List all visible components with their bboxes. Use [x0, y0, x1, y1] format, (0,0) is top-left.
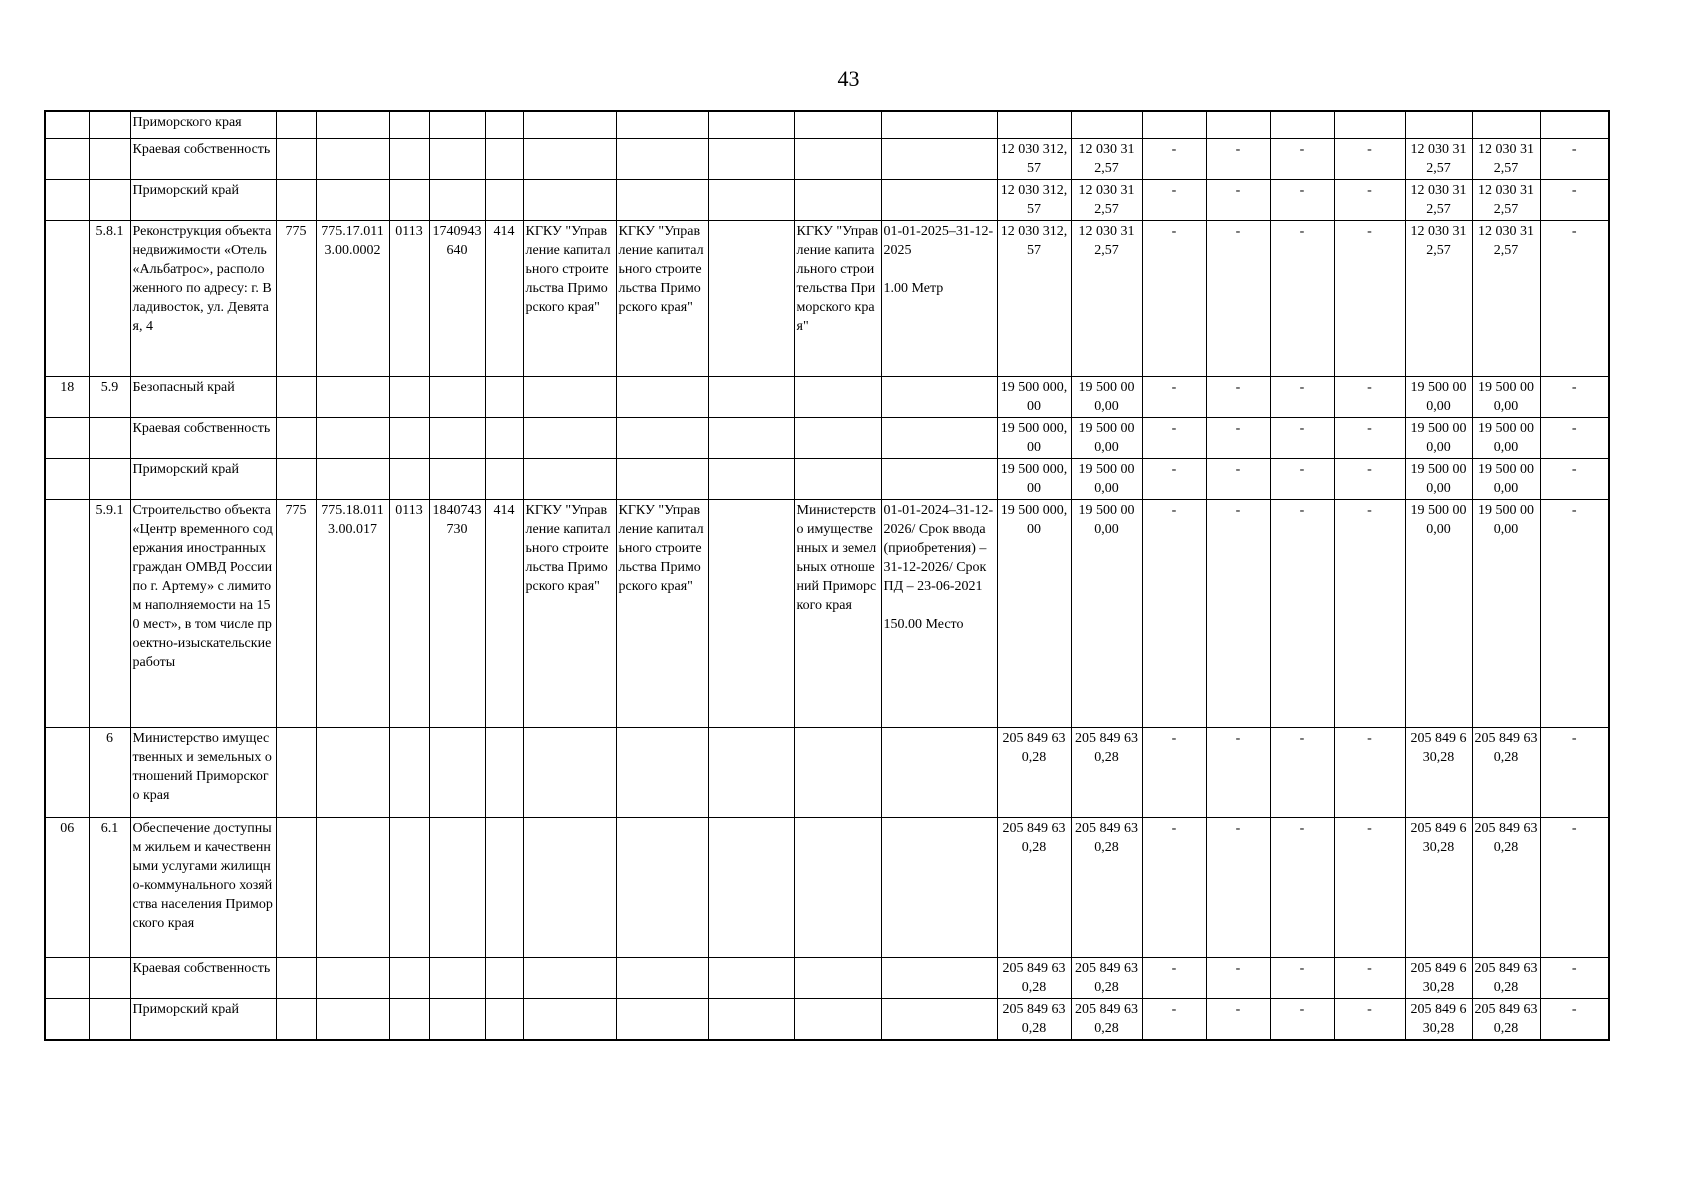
cell-otv — [794, 817, 881, 957]
cell-s6: - — [1334, 957, 1405, 998]
cell-s6: - — [1334, 138, 1405, 179]
cell-vr: 414 — [485, 499, 523, 727]
cell-s7 — [1405, 111, 1472, 138]
cell-grbs — [276, 417, 316, 458]
cell-num — [45, 957, 89, 998]
cell-num — [45, 179, 89, 220]
cell-s7: 12 030 312,57 — [1405, 179, 1472, 220]
cell-s2: 205 849 630,28 — [1071, 957, 1142, 998]
cell-grbs — [276, 957, 316, 998]
cell-s7: 205 849 630,28 — [1405, 998, 1472, 1040]
cell-s4: - — [1206, 417, 1270, 458]
cell-grbs — [276, 111, 316, 138]
cell-num: 06 — [45, 817, 89, 957]
cell-kcsr — [316, 817, 389, 957]
cell-s2: 19 500 000,00 — [1071, 458, 1142, 499]
cell-name: Министерство имущественных и земельных отношений Приморского края — [130, 727, 276, 817]
cell-s7: 12 030 312,57 — [1405, 220, 1472, 376]
cell-cs — [429, 138, 485, 179]
cell-s4 — [1206, 111, 1270, 138]
cell-zak — [523, 957, 616, 998]
cell-s7: 205 849 630,28 — [1405, 727, 1472, 817]
cell-zak — [523, 179, 616, 220]
cell-s4: - — [1206, 220, 1270, 376]
table-row — [45, 957, 1609, 998]
cell-s2: 205 849 630,28 — [1071, 998, 1142, 1040]
cell-cs — [429, 817, 485, 957]
cell-s3: - — [1142, 727, 1206, 817]
cell-s9: - — [1540, 727, 1609, 817]
cell-s5: - — [1270, 179, 1334, 220]
cell-s1: 205 849 630,28 — [997, 957, 1071, 998]
cell-cs — [429, 998, 485, 1040]
cell-num — [45, 499, 89, 727]
cell-s4: - — [1206, 458, 1270, 499]
cell-rz — [389, 376, 429, 417]
cell-zak: КГКУ "Управление капитального строительства Приморского края" — [523, 499, 616, 727]
cell-otv — [794, 179, 881, 220]
cell-s8: 12 030 312,57 — [1472, 138, 1540, 179]
cell-name: Приморский край — [130, 179, 276, 220]
cell-s7: 205 849 630,28 — [1405, 957, 1472, 998]
cell-name: Безопасный край — [130, 376, 276, 417]
cell-vr — [485, 417, 523, 458]
cell-srok — [881, 417, 997, 458]
cell-s2: 19 500 000,00 — [1071, 376, 1142, 417]
cell-opis — [708, 998, 794, 1040]
cell-opis — [708, 220, 794, 376]
cell-name: Приморского края — [130, 111, 276, 138]
cell-srok — [881, 727, 997, 817]
cell-s3: - — [1142, 458, 1206, 499]
cell-otv: Министерство имущественных и земельных отношений Приморского края — [794, 499, 881, 727]
cell-s5: - — [1270, 499, 1334, 727]
cell-s4: - — [1206, 138, 1270, 179]
cell-otv — [794, 957, 881, 998]
cell-zak — [523, 458, 616, 499]
cell-zak — [523, 998, 616, 1040]
cell-vr — [485, 998, 523, 1040]
cell-code — [89, 458, 130, 499]
cell-name: Приморский край — [130, 458, 276, 499]
cell-poluch — [616, 458, 708, 499]
table-row — [45, 417, 1609, 458]
cell-s2: 19 500 000,00 — [1071, 417, 1142, 458]
cell-opis — [708, 179, 794, 220]
table-row — [45, 458, 1609, 499]
cell-vr: 414 — [485, 220, 523, 376]
cell-s7: 19 500 000,00 — [1405, 499, 1472, 727]
table-row — [45, 817, 1609, 957]
cell-kcsr: 775.17.0113.00.0002 — [316, 220, 389, 376]
cell-name: Реконструкция объекта недвижимости «Отель «Альбатрос», расположенного по адресу: г. Владивосток, ул. Девятая, 4 — [130, 220, 276, 376]
cell-s1: 19 500 000,00 — [997, 417, 1071, 458]
table-row — [45, 220, 1609, 376]
cell-s9: - — [1540, 220, 1609, 376]
cell-s1: 205 849 630,28 — [997, 727, 1071, 817]
cell-s4: - — [1206, 817, 1270, 957]
cell-opis — [708, 727, 794, 817]
cell-cs — [429, 417, 485, 458]
cell-kcsr — [316, 376, 389, 417]
cell-s9 — [1540, 111, 1609, 138]
cell-s6: - — [1334, 499, 1405, 727]
cell-cs — [429, 111, 485, 138]
cell-s3: - — [1142, 499, 1206, 727]
cell-code — [89, 957, 130, 998]
cell-s1 — [997, 111, 1071, 138]
cell-name: Строительство объекта «Центр временного содержания иностранных граждан ОМВД России по г. Артему» с лимитом наполняемости на 150 мест», в том числе проектно-изыскательские работы — [130, 499, 276, 727]
cell-s3: - — [1142, 220, 1206, 376]
cell-s6: - — [1334, 998, 1405, 1040]
cell-s8: 205 849 630,28 — [1472, 957, 1540, 998]
cell-s7: 205 849 630,28 — [1405, 817, 1472, 957]
cell-otv — [794, 417, 881, 458]
cell-s3: - — [1142, 179, 1206, 220]
cell-opis — [708, 111, 794, 138]
cell-cs — [429, 957, 485, 998]
cell-zak — [523, 817, 616, 957]
cell-opis — [708, 376, 794, 417]
cell-otv: КГКУ "Управление капитального строительства Приморского края" — [794, 220, 881, 376]
cell-s6: - — [1334, 458, 1405, 499]
cell-poluch — [616, 111, 708, 138]
cell-s6: - — [1334, 817, 1405, 957]
cell-s7: 19 500 000,00 — [1405, 417, 1472, 458]
cell-num — [45, 458, 89, 499]
cell-vr — [485, 957, 523, 998]
cell-s9: - — [1540, 417, 1609, 458]
cell-s2: 12 030 312,57 — [1071, 179, 1142, 220]
cell-s6: - — [1334, 220, 1405, 376]
cell-s8: 12 030 312,57 — [1472, 220, 1540, 376]
cell-s1: 19 500 000,00 — [997, 376, 1071, 417]
cell-name: Обеспечение доступным жильем и качественными услугами жилищно-коммунального хозяйства населения Приморского края — [130, 817, 276, 957]
cell-s1: 19 500 000,00 — [997, 499, 1071, 727]
cell-srok — [881, 817, 997, 957]
cell-s1: 205 849 630,28 — [997, 998, 1071, 1040]
cell-rz: 0113 — [389, 220, 429, 376]
cell-zak — [523, 727, 616, 817]
cell-s8: 19 500 000,00 — [1472, 376, 1540, 417]
cell-s1: 12 030 312,57 — [997, 138, 1071, 179]
cell-code — [89, 179, 130, 220]
cell-s9: - — [1540, 179, 1609, 220]
page-number: 43 — [837, 66, 860, 91]
cell-srok — [881, 138, 997, 179]
cell-srok: 01-01-2025–31-12-2025 1.00 Метр — [881, 220, 997, 376]
cell-s9: - — [1540, 376, 1609, 417]
cell-code: 6 — [89, 727, 130, 817]
cell-s7: 12 030 312,57 — [1405, 138, 1472, 179]
cell-num: 18 — [45, 376, 89, 417]
cell-name: Краевая собственность — [130, 417, 276, 458]
cell-srok — [881, 179, 997, 220]
cell-s3: - — [1142, 138, 1206, 179]
cell-s8: 205 849 630,28 — [1472, 817, 1540, 957]
cell-s6: - — [1334, 727, 1405, 817]
cell-s5: - — [1270, 998, 1334, 1040]
cell-kcsr — [316, 727, 389, 817]
cell-s2 — [1071, 111, 1142, 138]
cell-s3: - — [1142, 417, 1206, 458]
cell-otv — [794, 138, 881, 179]
cell-s8: 19 500 000,00 — [1472, 458, 1540, 499]
cell-otv — [794, 727, 881, 817]
cell-zak: КГКУ "Управление капитального строительства Приморского края" — [523, 220, 616, 376]
table-row — [45, 499, 1609, 727]
cell-cs — [429, 458, 485, 499]
cell-s6: - — [1334, 376, 1405, 417]
cell-code — [89, 138, 130, 179]
cell-cs — [429, 376, 485, 417]
cell-poluch — [616, 998, 708, 1040]
cell-s2: 205 849 630,28 — [1071, 727, 1142, 817]
cell-opis — [708, 817, 794, 957]
cell-s8: 205 849 630,28 — [1472, 727, 1540, 817]
cell-s6 — [1334, 111, 1405, 138]
cell-vr — [485, 817, 523, 957]
cell-s8: 19 500 000,00 — [1472, 417, 1540, 458]
cell-s9: - — [1540, 957, 1609, 998]
table-row — [45, 179, 1609, 220]
cell-s3: - — [1142, 957, 1206, 998]
cell-s2: 205 849 630,28 — [1071, 817, 1142, 957]
cell-num — [45, 417, 89, 458]
cell-s2: 19 500 000,00 — [1071, 499, 1142, 727]
cell-zak — [523, 111, 616, 138]
cell-s4: - — [1206, 499, 1270, 727]
cell-name: Приморский край — [130, 998, 276, 1040]
cell-poluch: КГКУ "Управление капитального строительства Приморского края" — [616, 220, 708, 376]
cell-srok — [881, 111, 997, 138]
cell-kcsr — [316, 998, 389, 1040]
cell-poluch — [616, 957, 708, 998]
cell-s3: - — [1142, 998, 1206, 1040]
cell-num — [45, 998, 89, 1040]
cell-zak — [523, 417, 616, 458]
cell-s9: - — [1540, 138, 1609, 179]
table-body — [45, 111, 1609, 1040]
cell-poluch: КГКУ "Управление капитального строительства Приморского края" — [616, 499, 708, 727]
cell-s6: - — [1334, 179, 1405, 220]
cell-poluch — [616, 417, 708, 458]
cell-otv — [794, 111, 881, 138]
cell-s7: 19 500 000,00 — [1405, 458, 1472, 499]
cell-otv — [794, 458, 881, 499]
cell-s8: 19 500 000,00 — [1472, 499, 1540, 727]
cell-s1: 12 030 312,57 — [997, 179, 1071, 220]
cell-s8: 205 849 630,28 — [1472, 998, 1540, 1040]
cell-poluch — [616, 817, 708, 957]
cell-num — [45, 727, 89, 817]
cell-opis — [708, 458, 794, 499]
table-row — [45, 998, 1609, 1040]
cell-num — [45, 138, 89, 179]
cell-s9: - — [1540, 998, 1609, 1040]
cell-s1: 12 030 312,57 — [997, 220, 1071, 376]
cell-vr — [485, 727, 523, 817]
cell-code — [89, 417, 130, 458]
investment-objects-table — [44, 110, 1610, 1041]
cell-s5: - — [1270, 138, 1334, 179]
cell-code — [89, 998, 130, 1040]
cell-rz — [389, 111, 429, 138]
cell-grbs — [276, 727, 316, 817]
cell-s3 — [1142, 111, 1206, 138]
cell-s4: - — [1206, 727, 1270, 817]
cell-vr — [485, 111, 523, 138]
cell-code: 5.8.1 — [89, 220, 130, 376]
cell-grbs: 775 — [276, 499, 316, 727]
cell-kcsr: 775.18.0113.00.017 — [316, 499, 389, 727]
cell-rz — [389, 138, 429, 179]
cell-rz — [389, 817, 429, 957]
cell-s8 — [1472, 111, 1540, 138]
cell-grbs — [276, 998, 316, 1040]
cell-rz — [389, 417, 429, 458]
cell-kcsr — [316, 417, 389, 458]
cell-kcsr — [316, 957, 389, 998]
cell-opis — [708, 957, 794, 998]
cell-s4: - — [1206, 179, 1270, 220]
cell-cs — [429, 727, 485, 817]
cell-s6: - — [1334, 417, 1405, 458]
cell-s2: 12 030 312,57 — [1071, 138, 1142, 179]
cell-vr — [485, 179, 523, 220]
cell-cs: 1740943640 — [429, 220, 485, 376]
cell-s5: - — [1270, 417, 1334, 458]
cell-srok — [881, 998, 997, 1040]
cell-s9: - — [1540, 817, 1609, 957]
cell-zak — [523, 138, 616, 179]
cell-srok — [881, 376, 997, 417]
cell-srok — [881, 957, 997, 998]
cell-s3: - — [1142, 817, 1206, 957]
cell-cs — [429, 179, 485, 220]
cell-grbs: 775 — [276, 220, 316, 376]
table-row — [45, 376, 1609, 417]
cell-cs: 1840743730 — [429, 499, 485, 727]
cell-opis — [708, 417, 794, 458]
cell-s5: - — [1270, 220, 1334, 376]
cell-poluch — [616, 727, 708, 817]
cell-s5: - — [1270, 376, 1334, 417]
cell-grbs — [276, 179, 316, 220]
cell-grbs — [276, 138, 316, 179]
cell-vr — [485, 138, 523, 179]
cell-zak — [523, 376, 616, 417]
cell-poluch — [616, 179, 708, 220]
cell-s1: 205 849 630,28 — [997, 817, 1071, 957]
cell-code: 5.9.1 — [89, 499, 130, 727]
cell-s4: - — [1206, 998, 1270, 1040]
cell-s5: - — [1270, 817, 1334, 957]
cell-code — [89, 111, 130, 138]
cell-rz — [389, 179, 429, 220]
table-row — [45, 727, 1609, 817]
cell-s4: - — [1206, 957, 1270, 998]
cell-srok — [881, 458, 997, 499]
cell-rz — [389, 727, 429, 817]
cell-opis — [708, 138, 794, 179]
cell-s5 — [1270, 111, 1334, 138]
cell-num — [45, 111, 89, 138]
cell-name: Краевая собственность — [130, 957, 276, 998]
cell-rz — [389, 957, 429, 998]
cell-rz: 0113 — [389, 499, 429, 727]
cell-opis — [708, 499, 794, 727]
cell-code: 5.9 — [89, 376, 130, 417]
cell-num — [45, 220, 89, 376]
cell-name: Краевая собственность — [130, 138, 276, 179]
cell-poluch — [616, 376, 708, 417]
cell-srok: 01-01-2024–31-12-2026/ Срок ввода (приобретения) – 31-12-2026/ Срок ПД – 23-06-2021 150.00 Место — [881, 499, 997, 727]
cell-vr — [485, 376, 523, 417]
cell-s8: 12 030 312,57 — [1472, 179, 1540, 220]
cell-s5: - — [1270, 957, 1334, 998]
cell-s1: 19 500 000,00 — [997, 458, 1071, 499]
cell-s3: - — [1142, 376, 1206, 417]
cell-kcsr — [316, 138, 389, 179]
cell-s5: - — [1270, 727, 1334, 817]
cell-kcsr — [316, 179, 389, 220]
cell-grbs — [276, 817, 316, 957]
cell-s4: - — [1206, 376, 1270, 417]
cell-rz — [389, 998, 429, 1040]
cell-s9: - — [1540, 499, 1609, 727]
cell-kcsr — [316, 111, 389, 138]
cell-rz — [389, 458, 429, 499]
cell-s2: 12 030 312,57 — [1071, 220, 1142, 376]
cell-grbs — [276, 376, 316, 417]
cell-s9: - — [1540, 458, 1609, 499]
cell-s7: 19 500 000,00 — [1405, 376, 1472, 417]
cell-code: 6.1 — [89, 817, 130, 957]
cell-grbs — [276, 458, 316, 499]
cell-vr — [485, 458, 523, 499]
cell-s5: - — [1270, 458, 1334, 499]
cell-otv — [794, 998, 881, 1040]
cell-otv — [794, 376, 881, 417]
table-row — [45, 111, 1609, 138]
cell-poluch — [616, 138, 708, 179]
table-row — [45, 138, 1609, 179]
cell-kcsr — [316, 458, 389, 499]
